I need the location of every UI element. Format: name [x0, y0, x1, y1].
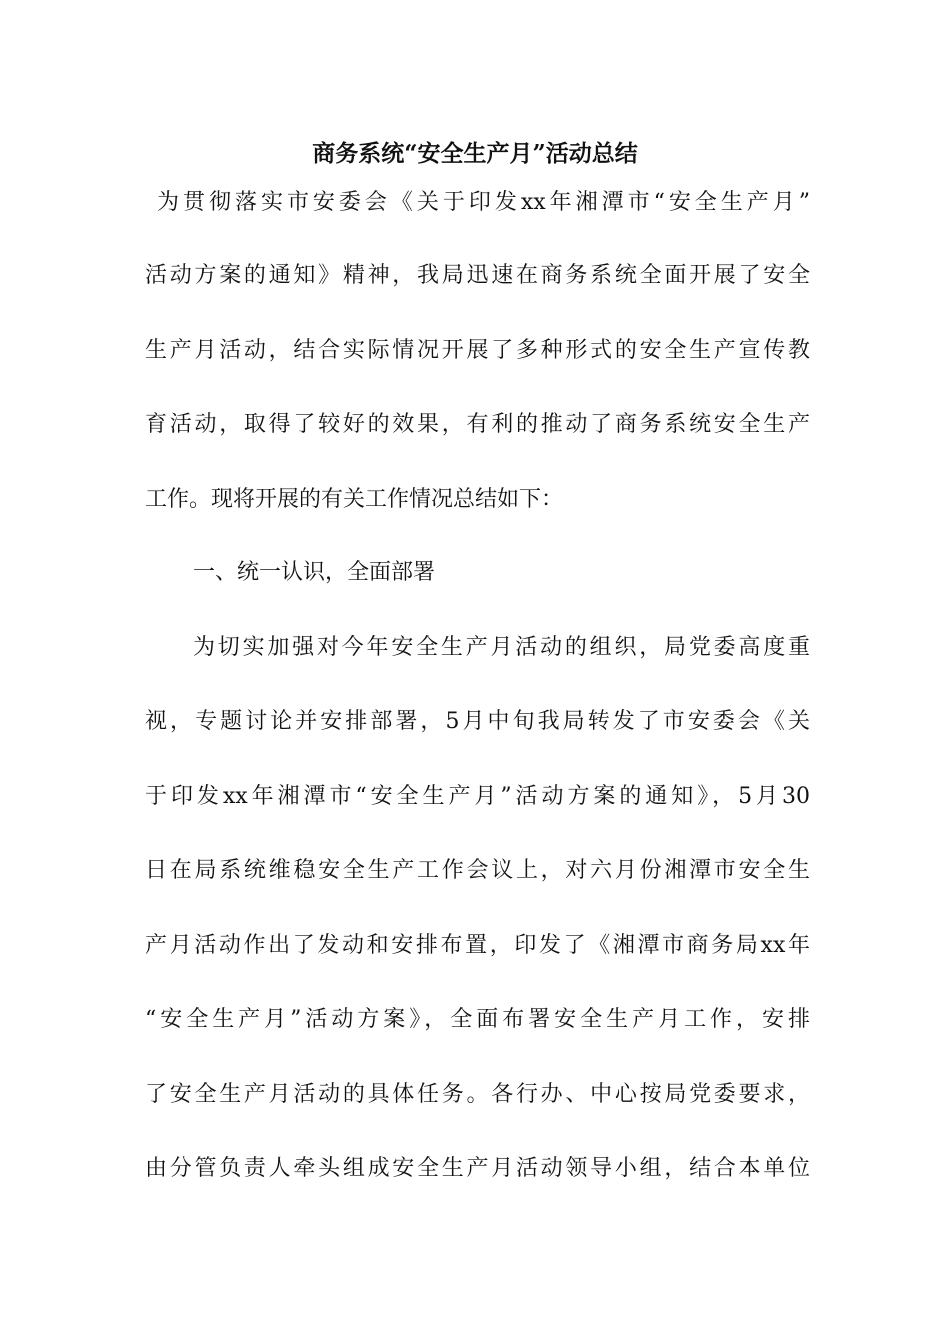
- paragraph-line: 了安全生产月活动的具体任务。各行办、中心按局党委要求，: [145, 1082, 810, 1107]
- paragraph-line: 由分管负责人牵头组成安全生产月活动领导小组，结合本单位: [145, 1156, 810, 1181]
- paragraph-line: 生产月活动，结合实际情况开展了多种形式的安全生产宣传教: [145, 338, 810, 363]
- paragraph-line: 工作。现将开展的有关工作情况总结如下：: [145, 487, 564, 512]
- paragraph-line: 为切实加强对今年安全生产月活动的组织，局党委高度重: [193, 635, 810, 660]
- section-heading: 一、统一认识，全面部署: [193, 560, 436, 585]
- paragraph-line: 视，专题讨论并安排部署，5月中旬我局转发了市安委会《关: [145, 709, 810, 734]
- paragraph-line: 产月活动作出了发动和安排布置，印发了《湘潭市商务局xx年: [145, 933, 810, 958]
- paragraph-line: 育活动，取得了较好的效果，有利的推动了商务系统安全生产: [145, 412, 810, 437]
- paragraph-line: 活动方案的通知》精神，我局迅速在商务系统全面开展了安全: [145, 263, 810, 288]
- document-title: 商务系统“安全生产月”活动总结: [312, 140, 638, 167]
- paragraph-line: “安全生产月”活动方案》，全面布署安全生产月工作，安排: [145, 1007, 810, 1032]
- paragraph-line: 为贯彻落实市安委会《关于印发xx年湘潭市“安全生产月”: [157, 190, 810, 215]
- paragraph-line: 于印发xx年湘潭市“安全生产月”活动方案的通知》，5月30: [145, 784, 810, 809]
- paragraph-line: 日在局系统维稳安全生产工作会议上，对六月份湘潭市安全生: [145, 858, 810, 883]
